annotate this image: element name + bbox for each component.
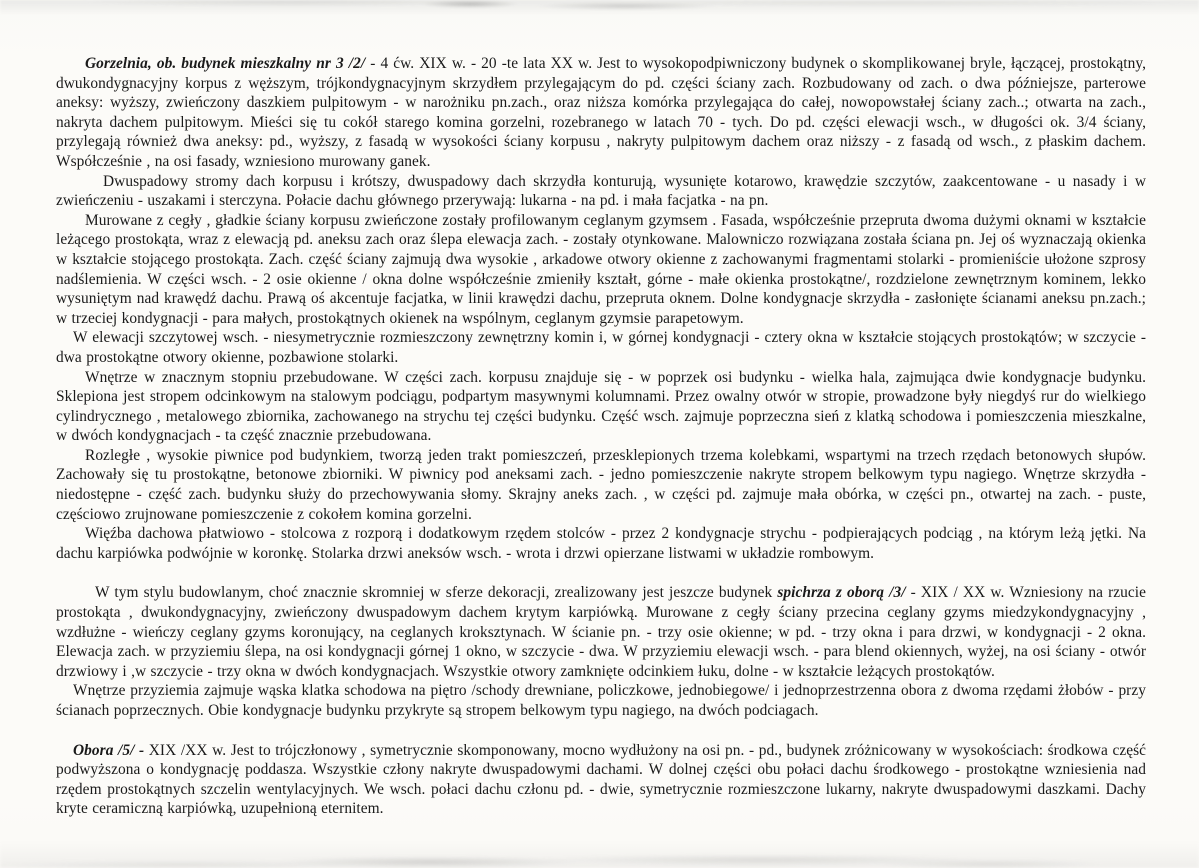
paragraph-dach: [56, 172, 1146, 211]
paragraph-text: XIX /XX w. Jest to trójczłonowy , symetrycznie skomponowany, mocno wydłużony na osi pn. - pd., budynek zróżnicowany w wysokościach: środkowa część podwyższona o kondygnację poddasza. Wszystkie człony nakryte dwuspadowymi dachami. W dolnej części obu połaci dachu środkowego - prostokątne wzniesienia nad rzędem prostokątnych szczelin wentylacyjnych. We wsch. połaci dachu członu pd. - dwie, symetrycznie rozmieszczone lukarny, nakryte dwuspadowymi daszkami. Dachy kryte ceramiczną karpiówką, uzupełnioną eternitem.: [56, 741, 1147, 818]
paragraph-wnetrze-przyziemia: [56, 681, 1146, 720]
paragraph-text: Murowane z cegły , gładkie ściany korpusu zwieńczone zostały profilowanym ceglanym gzymsem . Fasada, współcześnie przepruta dwoma dużymi oknami w kształcie leżącego prostokąta, wraz z elewacją pd. aneksu zach oraz ślepa elewacja zach. - zostały otynkowane. Malowniczo rozwiązana została ściana pn. Jej oś wyznaczają okienka w kształcie stojącego prostokąta. Zach. część ściany zajmują dwa wysokie , arkadowe otwory okienne z zachowanymi fragmentami stolarki - promieniście ułożone szprosy nadślemienia. W części wsch. - 2 osie okienne / okna dolne współcześnie zmieniły kształt, górne - małe okienka prostokątne/, rozdzielone zewnętrznym kominem, lekko wysuniętym nad krawędź dachu. Prawą oś akcentuje facjatka, w linii krawędzi dachu, przepruta oknem. Dolne kondygnacje skrzydła - zasłonięte ścianami aneksu pn.zach.; w trzeciej kondygnacji - para małych, prostokątnych okienek na wspólnym, ceglanym gzymsie parapetowym.: [56, 211, 1146, 327]
paragraph-obora: [56, 741, 1146, 819]
paragraph-wnetrze: [56, 368, 1146, 446]
paragraph-text: - XIX / XX w. Wzniesiony na rzucie prostokąta , dwukondygnacyjny, zwieńczony dwuspadowym dachem krytym karpiówką. Murowane z cegły ściany przecina ceglany gzyms miedzykondygnacyjny , wzdłużne - wieńczy ceglany gzyms koronujący, na ceglanych kroksztynach. W ścianie pn. - trzy osie okienne; w pd. - trzy okna i para drzwi, w kondygnacji - 2 okna. Elewacja zach. w przyziemiu ślepa, na osi kondygnacji górnej 1 okno, w szczycie - dwa. W przyziemiu elewacji wsch. - para blend okiennych, wyżej, na osi ściany - otwór drzwiowy i ,w szczycie - trzy okna w dwóch kondygnacjach. Wszystkie otwory zamknięte odcinkiem łuku, dolne - w kształcie leżących prostokątów.: [56, 584, 1146, 680]
paragraph-spichrz-z-obora: [56, 583, 1146, 681]
paragraph-elewacja-wsch: [56, 328, 1146, 367]
building-heading-spichrz: spichrza z oborą /3/: [777, 584, 906, 602]
paragraph-text: W elewacji szczytowej wsch. - niesymetrycznie rozmieszczony zewnętrzny komin i, w górnej kondygnacji - cztery okna w kształcie stojących prostokątów; w szczycie - dwa prostokątne otwory okienne, pozbawione stolarki.: [56, 329, 1146, 366]
paragraph-sciany: [56, 211, 1146, 329]
paragraph-text: Wnętrze w znacznym stopniu przebudowane. W części zach. korpusu znajduje się - w poprzek osi budynku - wielka hala, zajmująca dwie kondygnacje budynku. Sklepiona jest stropem odcinkowym na stalowym podciągu, podpartym masywnymi kolumnami. Przez owalny otwór w stropie, prowadzone były niegdyś rur do wielkiego cylindrycznego , metalowego zbiornika, zachowanego na strychu tej części budynku. Część wsch. zajmuje poprzeczna sień z klatką schodowa i pomieszczenia mieszkalne, w dwóch kondygnacjach - ta część znacznie przebudowana.: [56, 368, 1146, 445]
paragraph-text: W tym stylu budowlanym, choć znacznie skromniej w sferze dekoracji, zrealizowany jest jeszcze budynek: [95, 584, 778, 602]
paragraph-wiezba: [56, 524, 1146, 563]
paragraph-piwnice: [56, 446, 1146, 524]
document-text: [56, 54, 1146, 819]
paragraph-text: - 4 ćw. XIX w. - 20 -te lata XX w. Jest to wysokopodpiwniczony budynek o skomplikowanej bryle, łączącej, prostokątny, dwukondygnacyjny korpus z węższym, trójkondygnacyjnym skrzydłem przylegającym do pd. części ściany zach. Rozbudowany od zach. o dwa późniejsze, parterowe aneksy: wyższy, zwieńczony daszkiem pulpitowym - w narożniku pn.zach., oraz niższa komórka przylegająca do całej, nowopowstałej ściany zach..; otwarta na zach., nakryta dachem pulpitowym. Mieści się tu cokół starego komina gorzelni, rozebranego w latach 70 - tych. Do pd. części elewacji wsch., w długości ok. 3/4 ściany, przylegają również dwa aneksy: pd., wyższy, z fasadą w wysokości ściany korpusu , nakryty pulpitowym dachem oraz niższy - z fasadą od wsch., z płaskim dachem. Współcześnie , na osi fasady, wzniesiono murowany ganek.: [56, 55, 1146, 170]
building-heading-gorzelnia: Gorzelnia, ob. budynek mieszkalny nr 3 /2/: [85, 55, 366, 72]
paragraph-gorzelnia: [56, 54, 1146, 172]
paragraph-text: Dwuspadowy stromy dach korpusu i krótszy, dwuspadowy dach skrzydła konturują, wysunięte kotarowo, krawędzie szczytów, zaakcentowane - u nasady i w zwieńczeniu - uszakami i sterczyna. Połacie dachu głównego przerywają: lukarna - na pd. i mała facjatka - na pn.: [56, 172, 1146, 210]
scan-artifact-top: [0, 0, 1199, 16]
paragraph-text: Więźba dachowa płatwiowo - stolcowa z rozporą i dodatkowym rzędem stolców - przez 2 kondygnacje strychu - podpierających podciąg , na którym leżą jętki. Na dachu karpiówka podwójnie w koronkę. Stolarka drzwi aneksów wsch. - wrota i drzwi opierzane listwami w układzie rombowym.: [56, 525, 1146, 562]
building-heading-obora: Obora /5/ -: [73, 741, 145, 759]
paragraph-text: Rozległe , wysokie piwnice pod budynkiem, tworzą jeden trakt pomieszczeń, przesklepionych trzema kolebkami, wspartymi na trzech rzędach betonowych słupów. Zachowały się tu prostokątne, betonowe zbiorniki. W piwnicy pod aneksami zach. - jedno pomieszczenie nakryte stropem belkowym typu nagiego. Wnętrze skrzydła - niedostępne - część zach. budynku służy do przechowywania słomy. Skrajny aneks zach. , w części pd. zajmuje mała obórka, w części pn., otwartej na zach. - puste, częściowo zrujnowane pomieszczenie z cokołem komina gorzelni.: [56, 446, 1146, 523]
paragraph-text: Wnętrze przyziemia zajmuje wąska klatka schodowa na piętro /schody drewniane, policzkowe, jednobiegowe/ i jednoprzestrzenna obora z dwoma rzędami żłobów - przy ścianach poprzecznych. Obie kondygnacje budynku przykryte są stropem belkowym typu nagiego, na dwóch podciagach.: [56, 682, 1146, 719]
scan-artifact-bottom: [0, 842, 1199, 868]
